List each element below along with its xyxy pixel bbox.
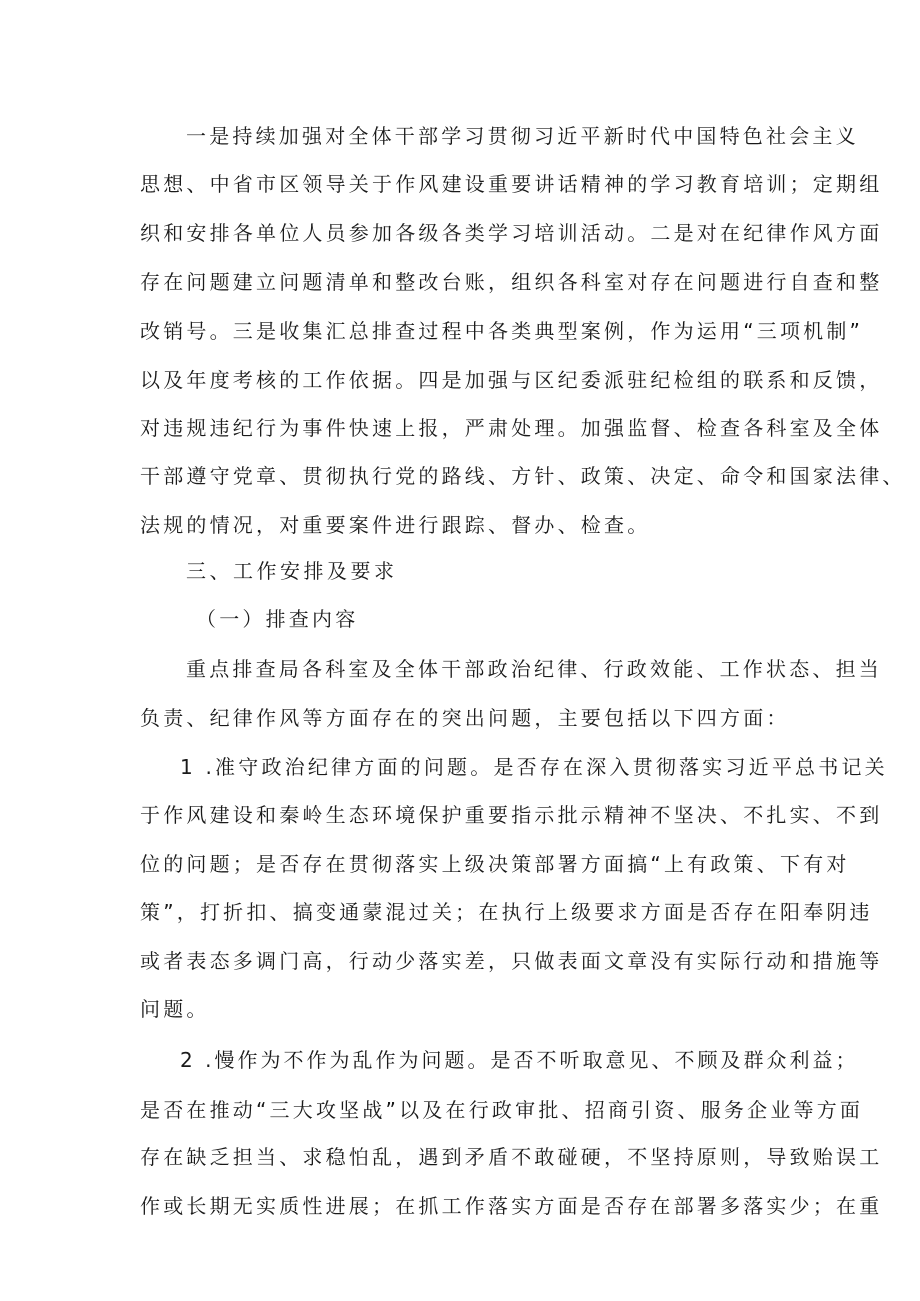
paragraph-line-6: 以及年度考核的工作依据。四是加强与区纪委派驻纪检组的联系和反馈， bbox=[140, 368, 883, 392]
paragraph-line-3: 织和安排各单位人员参加各级各类学习培训活动。二是对在纪律作风方面 bbox=[140, 221, 883, 245]
paragraph-line-7: 对违规违纪行为事件快速上报，严肃处理。加强监督、检查各科室及全体 bbox=[140, 416, 883, 440]
item-2-line-2: 是否在推动“三大攻坚战”以及在行政审批、招商引资、服务企业等方面 bbox=[140, 1098, 864, 1122]
paragraph-line-11: 负责、纪律作风等方面存在的突出问题，主要包括以下四方面： bbox=[140, 706, 790, 730]
item-2-line-4: 作或长期无实质性进展；在抓工作落实方面是否存在部署多落实少；在重 bbox=[140, 1194, 883, 1218]
section-heading-3: 三、工作安排及要求 bbox=[186, 559, 398, 583]
item-2-line-1: 2 .慢作为不作为乱作为问题。是否不听取意见、不顾及群众利益； bbox=[180, 1048, 859, 1072]
item-2-line-3: 存在缺乏担当、求稳怕乱，遇到矛盾不敢碰硬，不坚持原则，导致贻误工 bbox=[140, 1145, 883, 1169]
item-1-line-1: 1 .准守政治纪律方面的问题。是否存在深入贯彻落实习近平总书记关 bbox=[180, 755, 888, 779]
item-1-line-2: 于作风建设和秦岭生态环境保护重要指示批示精神不坚决、不扎实、不到 bbox=[140, 803, 883, 827]
paragraph-line-2: 思想、中省市区领导关于作风建设重要讲话精神的学习教育培训；定期组 bbox=[140, 172, 883, 196]
item-1-line-4: 策”，打折扣、搞变通蒙混过关；在执行上级要求方面是否存在阳奉阴违 bbox=[140, 900, 873, 924]
paragraph-line-4: 存在问题建立问题清单和整改台账，组织各科室对存在问题进行自查和整 bbox=[140, 270, 883, 294]
paragraph-line-10: 重点排查局各科室及全体干部政治纪律、行政效能、工作状态、担当 bbox=[186, 657, 882, 681]
item-1-line-6: 问题。 bbox=[140, 997, 210, 1021]
paragraph-line-9: 法规的情况，对重要案件进行跟踪、督办、检查。 bbox=[140, 513, 651, 537]
item-1-line-5: 或者表态多调门高，行动少落实差，只做表面文章没有实际行动和措施等 bbox=[140, 949, 883, 973]
paragraph-line-5: 改销号。三是收集汇总排查过程中各类典型案例，作为运用“三项机制” bbox=[140, 319, 864, 343]
item-1-line-3: 位的问题；是否存在贯彻落实上级决策部署方面搞“上有政策、下有对 bbox=[140, 852, 850, 876]
paragraph-line-8: 干部遵守党章、贯彻执行党的路线、方针、政策、决定、命令和国家法律、 bbox=[140, 464, 906, 488]
paragraph-line-1: 一是持续加强对全体干部学习贯彻习近平新时代中国特色社会主义 bbox=[186, 124, 859, 148]
subsection-heading-1: （一）排查内容 bbox=[196, 607, 359, 631]
